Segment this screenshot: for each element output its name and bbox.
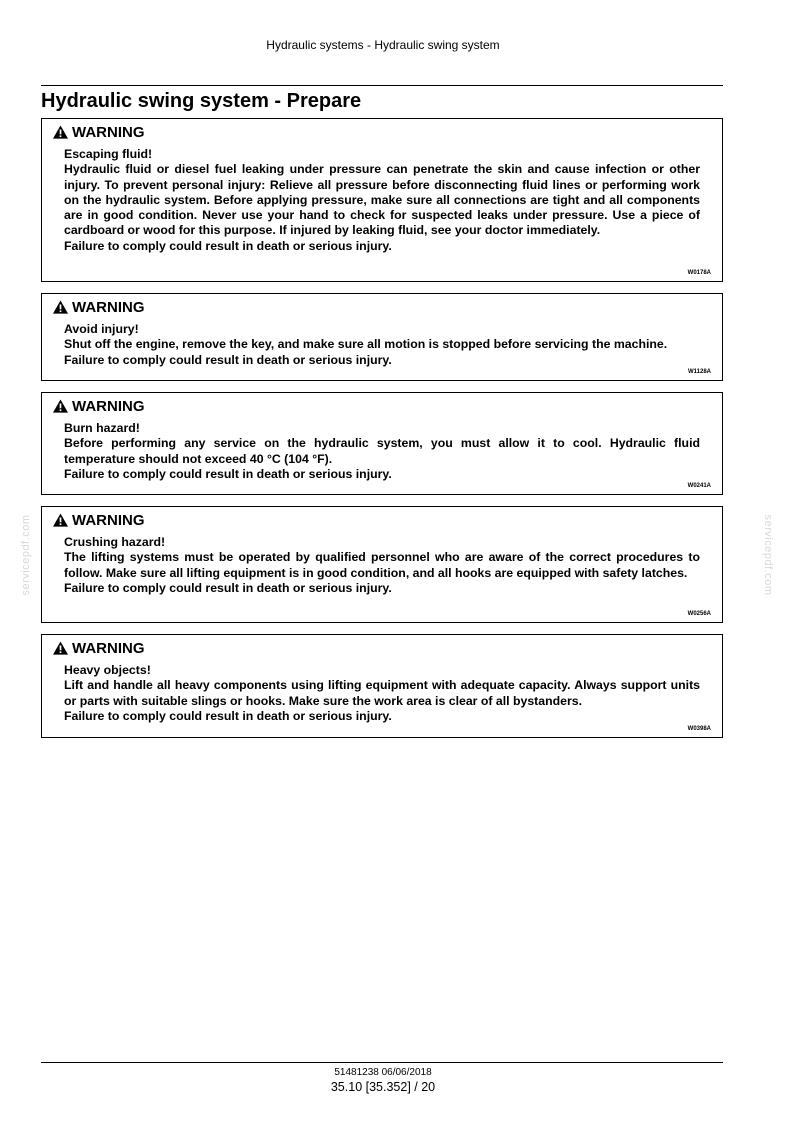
warning-code: W0241A: [687, 483, 711, 489]
warning-label: WARNING: [72, 298, 145, 316]
footer-page-number: 35.10 [35.352] / 20: [330, 1080, 436, 1094]
warning-label: WARNING: [72, 639, 145, 657]
warning-triangle-icon: [53, 641, 68, 655]
warning-triangle-icon: [53, 300, 68, 314]
warning-consequence: Failure to comply could result in death or serious injury.: [64, 238, 392, 253]
warning-box-crushing-hazard: [41, 506, 723, 623]
footer-doc-reference: 51481238 06/06/2018: [334, 1067, 432, 1078]
warning-header: [53, 509, 700, 531]
warning-box-avoid-injury: [41, 293, 723, 381]
warning-triangle-icon: [53, 399, 68, 413]
warning-header: [53, 637, 700, 659]
warning-triangle-icon: [53, 125, 68, 139]
warning-heading: Avoid injury!: [64, 322, 139, 336]
warning-box-burn-hazard: [41, 392, 723, 495]
warning-code: W0178A: [687, 270, 711, 276]
running-header: Hydraulic systems - Hydraulic swing system: [266, 38, 500, 52]
warning-box-heavy-objects: [41, 634, 723, 738]
watermark-left: servicepdf.com: [20, 514, 32, 596]
warning-code: W1128A: [687, 369, 711, 375]
warning-text: Shut off the engine, remove the key, and make sure all motion is stopped before servicing the machine.: [64, 337, 668, 352]
warning-header: [53, 296, 700, 318]
warning-heading: Escaping fluid!: [64, 147, 153, 161]
warning-triangle-icon: [53, 513, 68, 527]
warning-consequence: Failure to comply could result in death or serious injury.: [64, 466, 392, 481]
watermark-right: servicepdf.com: [762, 514, 774, 596]
warning-text: Hydraulic fluid or diesel fuel leaking under pressure can penetrate the skin and cause infection or other injury. To prevent personal injury: Relieve all pressure before disconnecting fluid lines or performing work on the hydraulic system. Before applying pressure, make sure all connections are tight and all components are in good condition. Never use your hand to check for suspected leaks under pressure. Use a piece of cardboard or wood for this purpose. If injured by leaking fluid, see your doctor immediately.: [64, 162, 700, 238]
warning-consequence: Failure to comply could result in death or serious injury.: [64, 352, 392, 367]
warning-heading: Crushing hazard!: [64, 535, 166, 549]
warning-body: [64, 535, 700, 596]
warning-consequence: Failure to comply could result in death or serious injury.: [64, 580, 392, 595]
warning-heading: Heavy objects!: [64, 663, 151, 677]
warning-code: W0398A: [687, 726, 711, 732]
warning-consequence: Failure to comply could result in death or serious injury.: [64, 708, 392, 723]
warning-label: WARNING: [72, 123, 145, 141]
warning-heading: Burn hazard!: [64, 421, 140, 435]
footer-rule: [41, 1062, 723, 1063]
header-rule: [41, 85, 723, 86]
page-title: Hydraulic swing system - Prepare: [41, 90, 362, 112]
warning-label: WARNING: [72, 511, 145, 529]
warning-text: Before performing any service on the hydraulic system, you must allow it to cool. Hydraulic fluid temperature should not exceed 40 °C (104 °F).: [64, 436, 700, 466]
warning-text: Lift and handle all heavy components using lifting equipment with adequate capacity. Always support units or parts with suitable slings or hooks. Make sure the work area is clear of all bystanders.: [64, 678, 700, 708]
warning-body: [64, 663, 700, 724]
warning-body: [64, 421, 700, 482]
warning-label: WARNING: [72, 397, 145, 415]
warning-code: W0256A: [687, 611, 711, 617]
warning-text: The lifting systems must be operated by qualified personnel who are aware of the correct procedures to follow. Make sure all lifting equipment is in good condition, and all hooks are equipped with safety latches.: [64, 550, 700, 580]
warning-header: [53, 395, 700, 417]
warning-body: [64, 147, 700, 254]
warning-header: [53, 121, 700, 143]
warning-box-escaping-fluid: [41, 118, 723, 282]
warning-body: [64, 322, 700, 368]
